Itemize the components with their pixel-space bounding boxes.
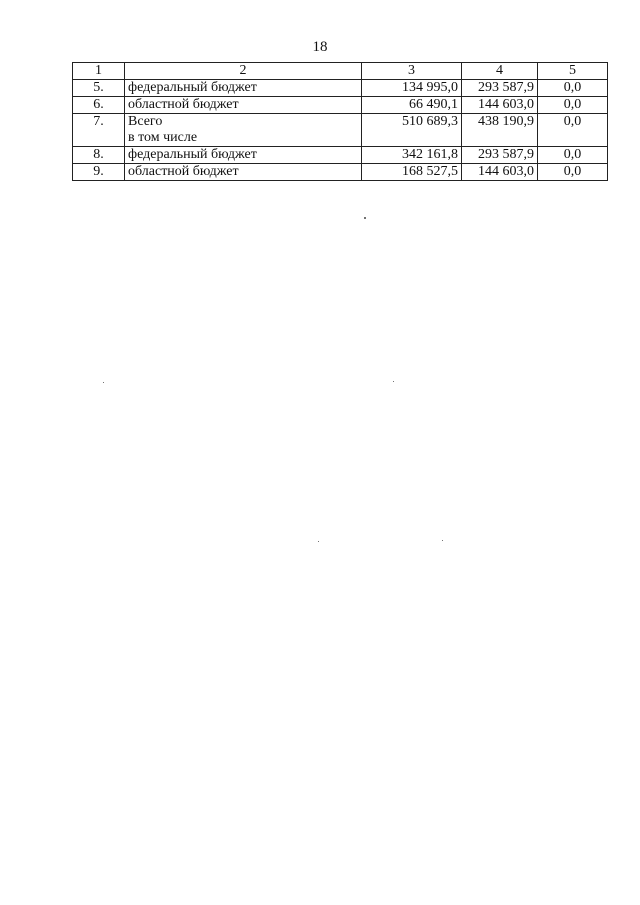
scan-speck: [364, 217, 366, 219]
row-col5-value: 0,0: [538, 147, 608, 164]
row-col4-value: 438 190,9: [462, 114, 538, 147]
scan-speck: [103, 382, 104, 383]
scan-speck: [442, 540, 443, 541]
row-name: областной бюджет: [125, 164, 362, 181]
row-col3-value: 342 161,8: [362, 147, 462, 164]
row-col4-value: 144 603,0: [462, 97, 538, 114]
row-col3-value: 66 490,1: [362, 97, 462, 114]
row-number: 9.: [73, 164, 125, 181]
header-col-4: 4: [462, 63, 538, 80]
row-number: 8.: [73, 147, 125, 164]
page-number: 18: [312, 39, 328, 55]
table-row: [73, 164, 608, 181]
row-name: федеральный бюджет: [125, 147, 362, 164]
table-header: [73, 63, 608, 80]
row-col5-value: 0,0: [538, 97, 608, 114]
row-number: 5.: [73, 80, 125, 97]
table-row: [73, 114, 608, 147]
table-row: [73, 80, 608, 97]
row-number: 7.: [73, 114, 125, 147]
table-body: [73, 80, 608, 181]
scan-speck: [393, 381, 394, 382]
header-col-1: 1: [73, 63, 125, 80]
header-row: [73, 63, 608, 80]
row-name-main: Всего: [128, 114, 163, 129]
table-row: [73, 97, 608, 114]
budget-table: [72, 62, 608, 181]
row-col4-value: 293 587,9: [462, 80, 538, 97]
row-name: [125, 114, 362, 147]
row-col4-value: 144 603,0: [462, 164, 538, 181]
row-col5-value: 0,0: [538, 164, 608, 181]
row-col3-value: 134 995,0: [362, 80, 462, 97]
header-col-2: 2: [125, 63, 362, 80]
header-col-5: 5: [538, 63, 608, 80]
row-name: областной бюджет: [125, 97, 362, 114]
header-col-3: 3: [362, 63, 462, 80]
row-col3-value: 510 689,3: [362, 114, 462, 147]
row-col3-value: 168 527,5: [362, 164, 462, 181]
scan-speck: [318, 541, 319, 542]
row-col5-value: 0,0: [538, 114, 608, 147]
row-name-sub: в том числе: [128, 130, 198, 145]
table-row: [73, 147, 608, 164]
row-col4-value: 293 587,9: [462, 147, 538, 164]
row-number: 6.: [73, 97, 125, 114]
row-name: федеральный бюджет: [125, 80, 362, 97]
row-col5-value: 0,0: [538, 80, 608, 97]
